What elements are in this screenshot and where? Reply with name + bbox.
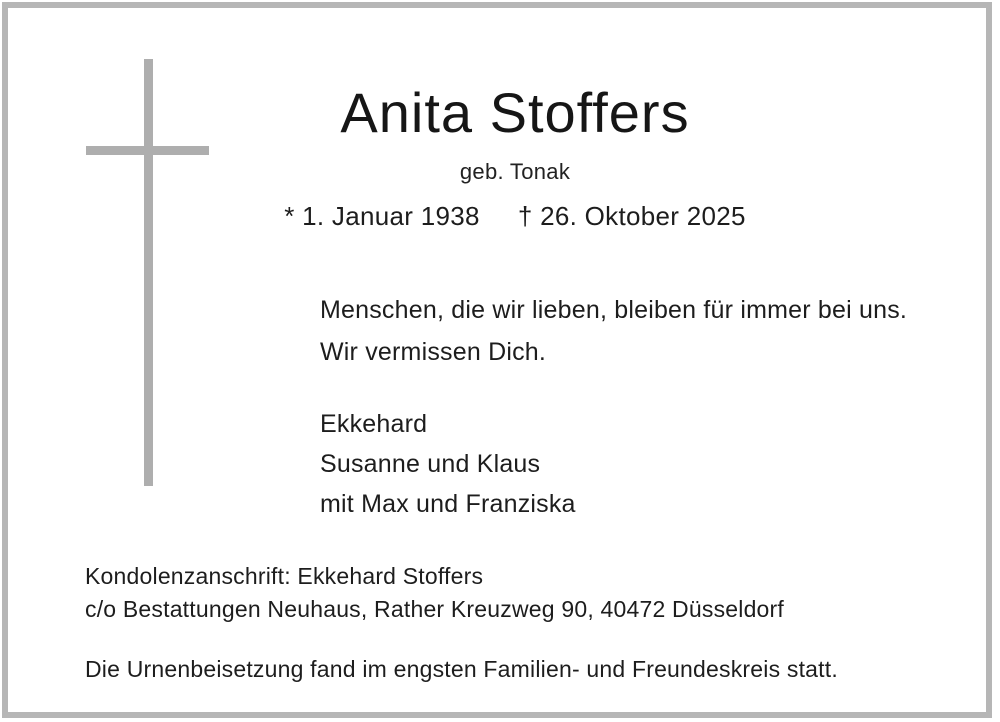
memorial-message — [320, 289, 970, 373]
condolence-address-line: c/o Bestattungen Neuhaus, Rather Kreuzweg 90, 40472 Düsseldorf — [85, 596, 784, 622]
memorial-message-line: Menschen, die wir lieben, bleiben für immer bei uns. — [320, 296, 908, 324]
maiden-name: geb. Tonak — [459, 158, 571, 184]
deceased-name: Anita Stoffers — [340, 81, 690, 144]
birth-date: * 1. Januar 1938 — [284, 200, 480, 231]
cross-vertical-bar — [144, 59, 153, 486]
condolence-address-line: Kondolenzanschrift: Ekkehard Stoffers — [85, 563, 484, 589]
condolence-address — [85, 560, 925, 626]
burial-statement: Die Urnenbeisetzung fand im engsten Familien- und Freundeskreis statt. — [85, 656, 838, 682]
death-date: † 26. Oktober 2025 — [517, 200, 746, 231]
mourner-line: Ekkehard — [320, 410, 428, 438]
header-block — [284, 81, 746, 232]
cross-horizontal-bar — [86, 146, 209, 155]
life-dates — [284, 200, 746, 232]
mourners-list — [320, 404, 740, 524]
mourner-line: Susanne und Klaus — [320, 450, 541, 478]
mourner-line: mit Max und Franziska — [320, 490, 576, 518]
memorial-message-line: Wir vermissen Dich. — [320, 338, 547, 366]
